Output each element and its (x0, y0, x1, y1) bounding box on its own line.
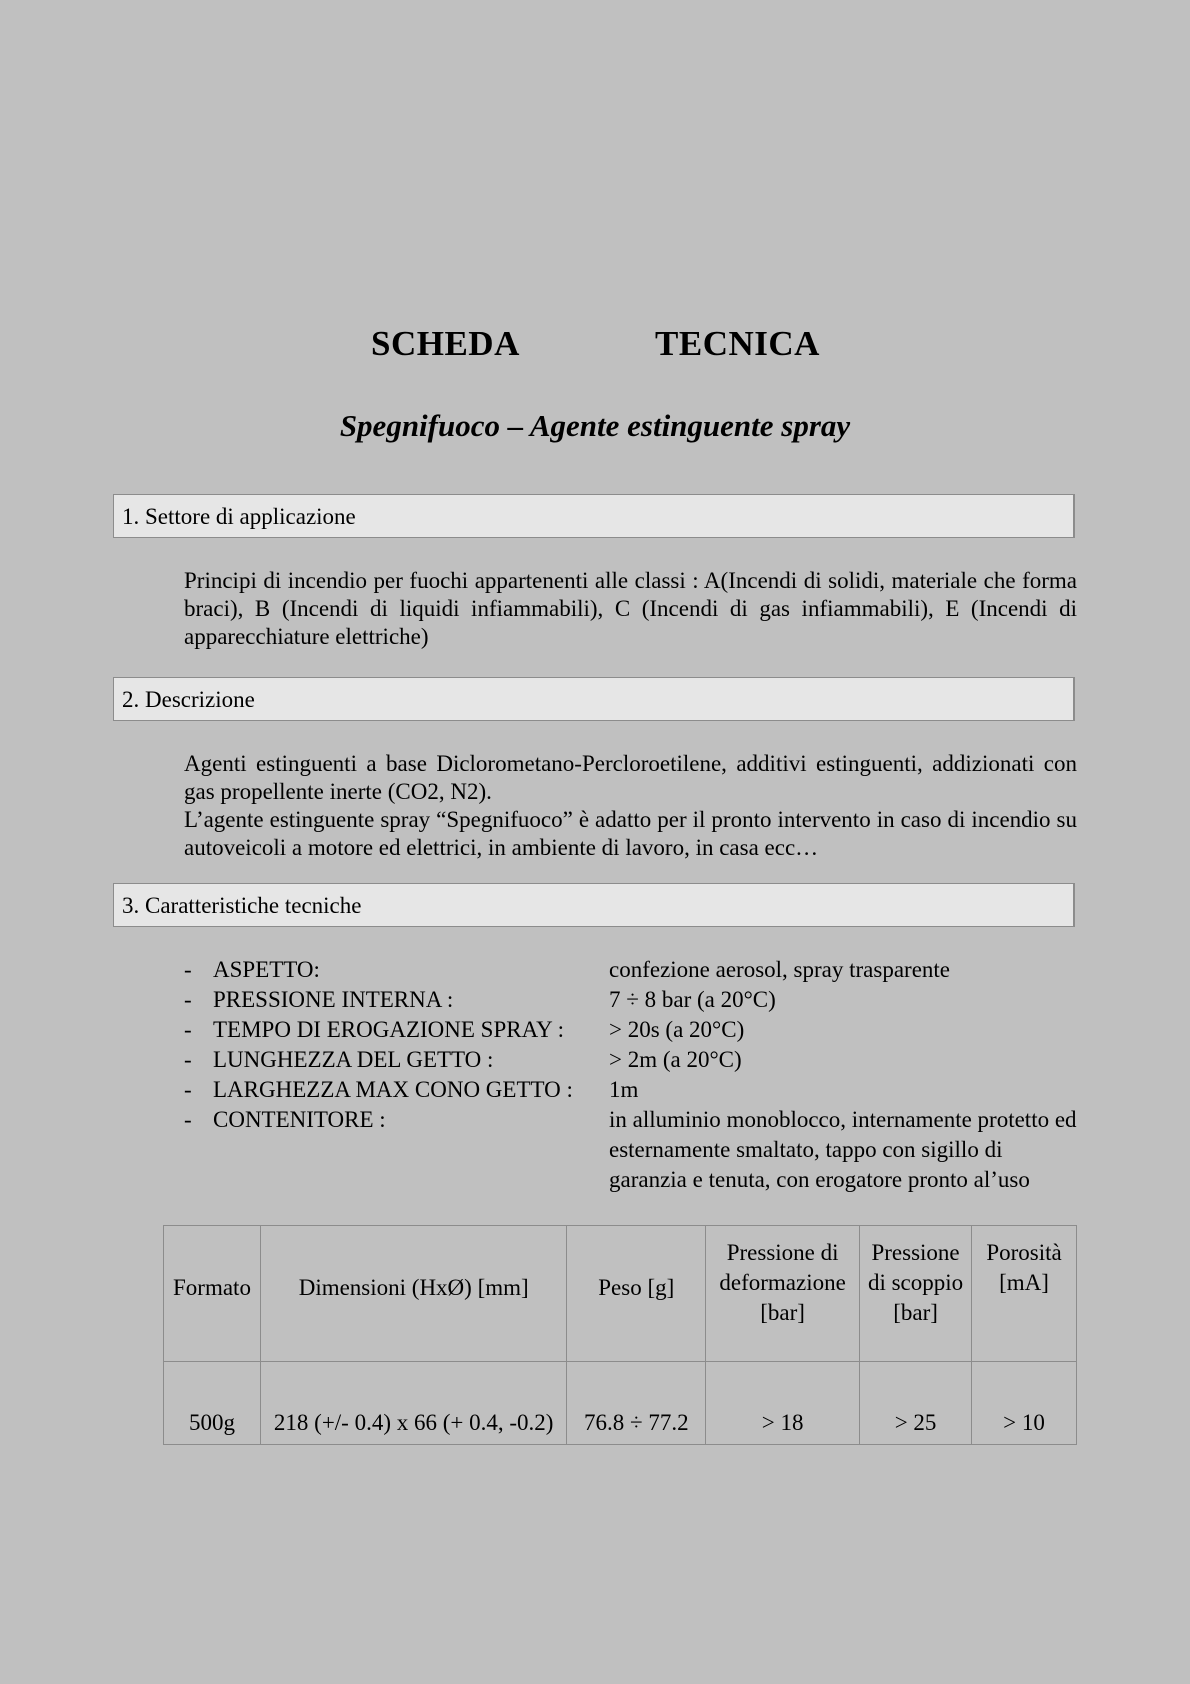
product-spec-table (163, 1225, 1077, 1445)
bullet-dash: - (184, 1047, 192, 1072)
spec-value: 1m (609, 1077, 639, 1102)
column-header-formato: Formato (164, 1226, 261, 1362)
bullet-dash: - (184, 1107, 192, 1132)
column-header-dimensioni: Dimensioni (HxØ) [mm] (260, 1226, 566, 1362)
spec-value: 7 ÷ 8 bar (a 20°C) (609, 987, 776, 1012)
spec-label: PRESSIONE INTERNA : (213, 987, 454, 1012)
cell-peso: 76.8 ÷ 77.2 (567, 1362, 706, 1445)
bullet-dash: - (184, 1017, 192, 1042)
section-body-descrizione (184, 750, 1077, 862)
paragraph: Agenti estinguenti a base Diclorometano-Percloroetilene, additivi estinguenti, addizionati con gas propellente inerte (CO2, N2). (184, 751, 1077, 804)
spec-label: ASPETTO: (213, 957, 320, 982)
spec-label: TEMPO DI EROGAZIONE SPRAY : (213, 1017, 564, 1042)
table-row (164, 1362, 1077, 1445)
cell-porosita: > 10 (972, 1362, 1077, 1445)
document-subtitle: Spegnifuoco – Agente estinguente spray (339, 408, 851, 443)
bullet-dash: - (184, 957, 192, 982)
bullet-dash: - (184, 987, 192, 1012)
paragraph: Principi di incendio per fuochi appartenenti alle classi : A(Incendi di solidi, materiale che forma braci), B (Incendi di liquidi infiammabili), C (Incendi di gas infiammabili), E (Incendi di apparecchiature elettriche) (184, 568, 1077, 649)
spec-value: confezione aerosol, spray trasparente (609, 957, 951, 982)
section-heading-caratteristiche: 3. Caratteristiche tecniche (113, 883, 1075, 927)
cell-pressione-deformazione: > 18 (706, 1362, 860, 1445)
spec-value: in alluminio monoblocco, internamente protetto ed esternamente smaltato, tappo con sigillo di garanzia e tenuta, con erogatore pronto al’uso (609, 1107, 1077, 1192)
spec-label: LARGHEZZA MAX CONO GETTO : (213, 1077, 573, 1102)
section-body-applicazione (184, 567, 1077, 651)
column-header-porosita: Porosità [mA] (972, 1226, 1077, 1362)
cell-formato: 500g (164, 1362, 261, 1445)
section-heading-descrizione: 2. Descrizione (113, 677, 1075, 721)
spec-value: > 20s (a 20°C) (609, 1017, 745, 1042)
paragraph: L’agente estinguente spray “Spegnifuoco” è adatto per il pronto intervento in caso di incendio su autoveicoli a motore ed elettrici, in ambiente di lavoro, in casa ecc… (184, 807, 1077, 860)
bullet-dash: - (184, 1077, 192, 1102)
cell-dimensioni: 218 (+/- 0.4) x 66 (+ 0.4, -0.2) (260, 1362, 566, 1445)
cell-pressione-scoppio: > 25 (860, 1362, 972, 1445)
title-word-tecnica: TECNICA (655, 324, 820, 363)
column-header-pressione-deformazione: Pressione di deformazione [bar] (706, 1226, 860, 1362)
column-header-peso: Peso [g] (567, 1226, 706, 1362)
title-word-scheda: SCHEDA (371, 324, 520, 363)
spec-label: CONTENITORE : (213, 1107, 386, 1132)
table-header-row (164, 1226, 1077, 1362)
section-heading-applicazione: 1. Settore di applicazione (113, 494, 1075, 538)
spec-value: > 2m (a 20°C) (609, 1047, 742, 1072)
spec-label: LUNGHEZZA DEL GETTO : (213, 1047, 494, 1072)
column-header-pressione-scoppio: Pressione di scoppio [bar] (860, 1226, 972, 1362)
